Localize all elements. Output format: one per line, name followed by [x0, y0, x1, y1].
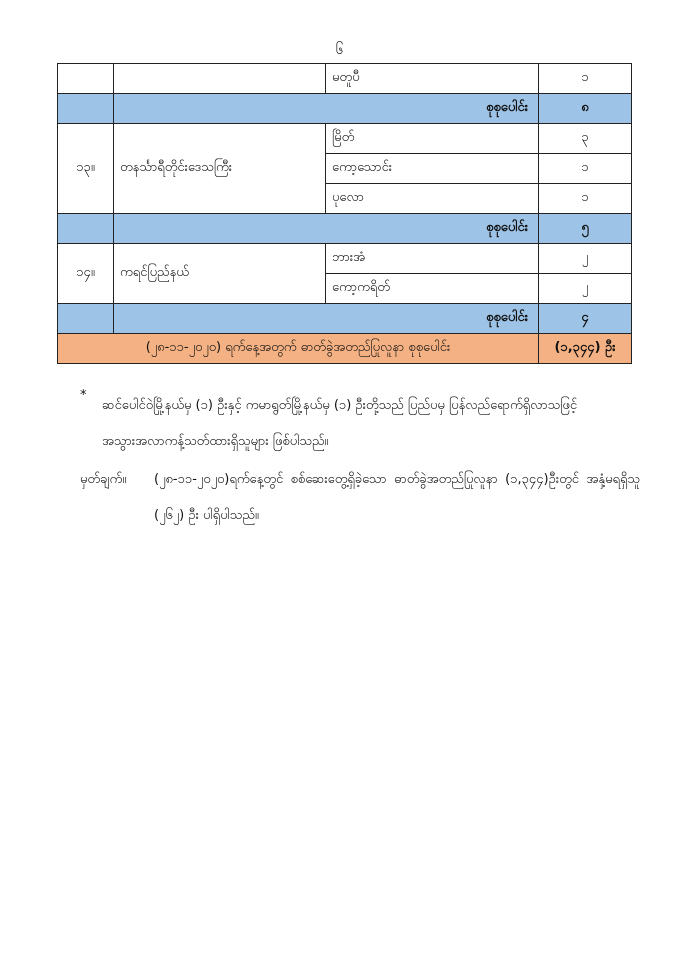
region-cell: တနင်္သာရီတိုင်းဒေသကြီး [114, 124, 326, 214]
row-number-cell [58, 94, 114, 124]
footnote-marker: * [80, 388, 87, 403]
remark-text: (၂၈-၁၁-၂၀၂၀)ရက်နေ့တွင် စစ်ဆေးတွေ့ရှိခဲ့သော ဓာတ်ခွဲအတည်ပြုလူနာ (၁,၃၄၄)ဦးတွင် အနှံ့မရရှိသူ (၂၆၂) ဦး ပါရှိပါသည်။ [154, 472, 640, 523]
remark [80, 462, 640, 534]
subtotal-count: ၈ [539, 94, 632, 124]
row-number-cell [58, 214, 114, 244]
township-cell: မတူပီ [326, 64, 539, 94]
table-row [58, 64, 632, 94]
table-row [58, 124, 632, 154]
page-number: ၆ [335, 42, 344, 58]
grand-total-count: (၁,၃၄၄) ဦး [539, 334, 632, 364]
subtotal-row [58, 94, 632, 124]
township-cell: ပုလော [326, 184, 539, 214]
count-cell: ၁ [539, 64, 632, 94]
footnote [80, 388, 640, 460]
count-cell: ၂ [539, 244, 632, 274]
cases-table [57, 63, 632, 364]
table-row [58, 244, 632, 274]
subtotal-label: စုစုပေါင်း [114, 214, 539, 244]
row-number-cell [58, 64, 114, 94]
grand-total-row [58, 334, 632, 364]
subtotal-label: စုစုပေါင်း [114, 304, 539, 334]
subtotal-row [58, 214, 632, 244]
count-cell: ၃ [539, 124, 632, 154]
subtotal-count: ၄ [539, 304, 632, 334]
subtotal-count: ၅ [539, 214, 632, 244]
count-cell: ၁ [539, 184, 632, 214]
count-cell: ၁ [539, 154, 632, 184]
subtotal-label: စုစုပေါင်း [114, 94, 539, 124]
row-number-cell: ၁၄။ [58, 244, 114, 304]
region-cell [114, 64, 326, 94]
count-cell: ၂ [539, 274, 632, 304]
footnote-text: ဆင်ပေါင်ဝဲမြို့နယ်မှ (၁) ဦးနှင့် ကမာရွတ်မြို့နယ်မှ (၁) ဦးတို့သည် ပြည်ပမှ ပြန်လည်ရောက်ရှိလာသဖြင့် အသွားအလာကန့်သတ်ထားရှိသူများ ဖြစ်ပါသည်။ [102, 398, 578, 449]
notes-section [80, 388, 640, 534]
region-cell: ကရင်ပြည်နယ် [114, 244, 326, 304]
remark-label: မှတ်ချက်။ [80, 472, 127, 487]
row-number-cell [58, 304, 114, 334]
township-cell: ကော့ကရိတ် [326, 274, 539, 304]
subtotal-row [58, 304, 632, 334]
row-number-cell: ၁၃။ [58, 124, 114, 214]
grand-total-label: (၂၈-၁၁-၂၀၂၀) ရက်နေ့အတွက် ဓာတ်ခွဲအတည်ပြုလူနာ စုစုပေါင်း [58, 334, 539, 364]
township-cell: ဘားအံ [326, 244, 539, 274]
township-cell: ကော့သောင်း [326, 154, 539, 184]
township-cell: မြိတ် [326, 124, 539, 154]
